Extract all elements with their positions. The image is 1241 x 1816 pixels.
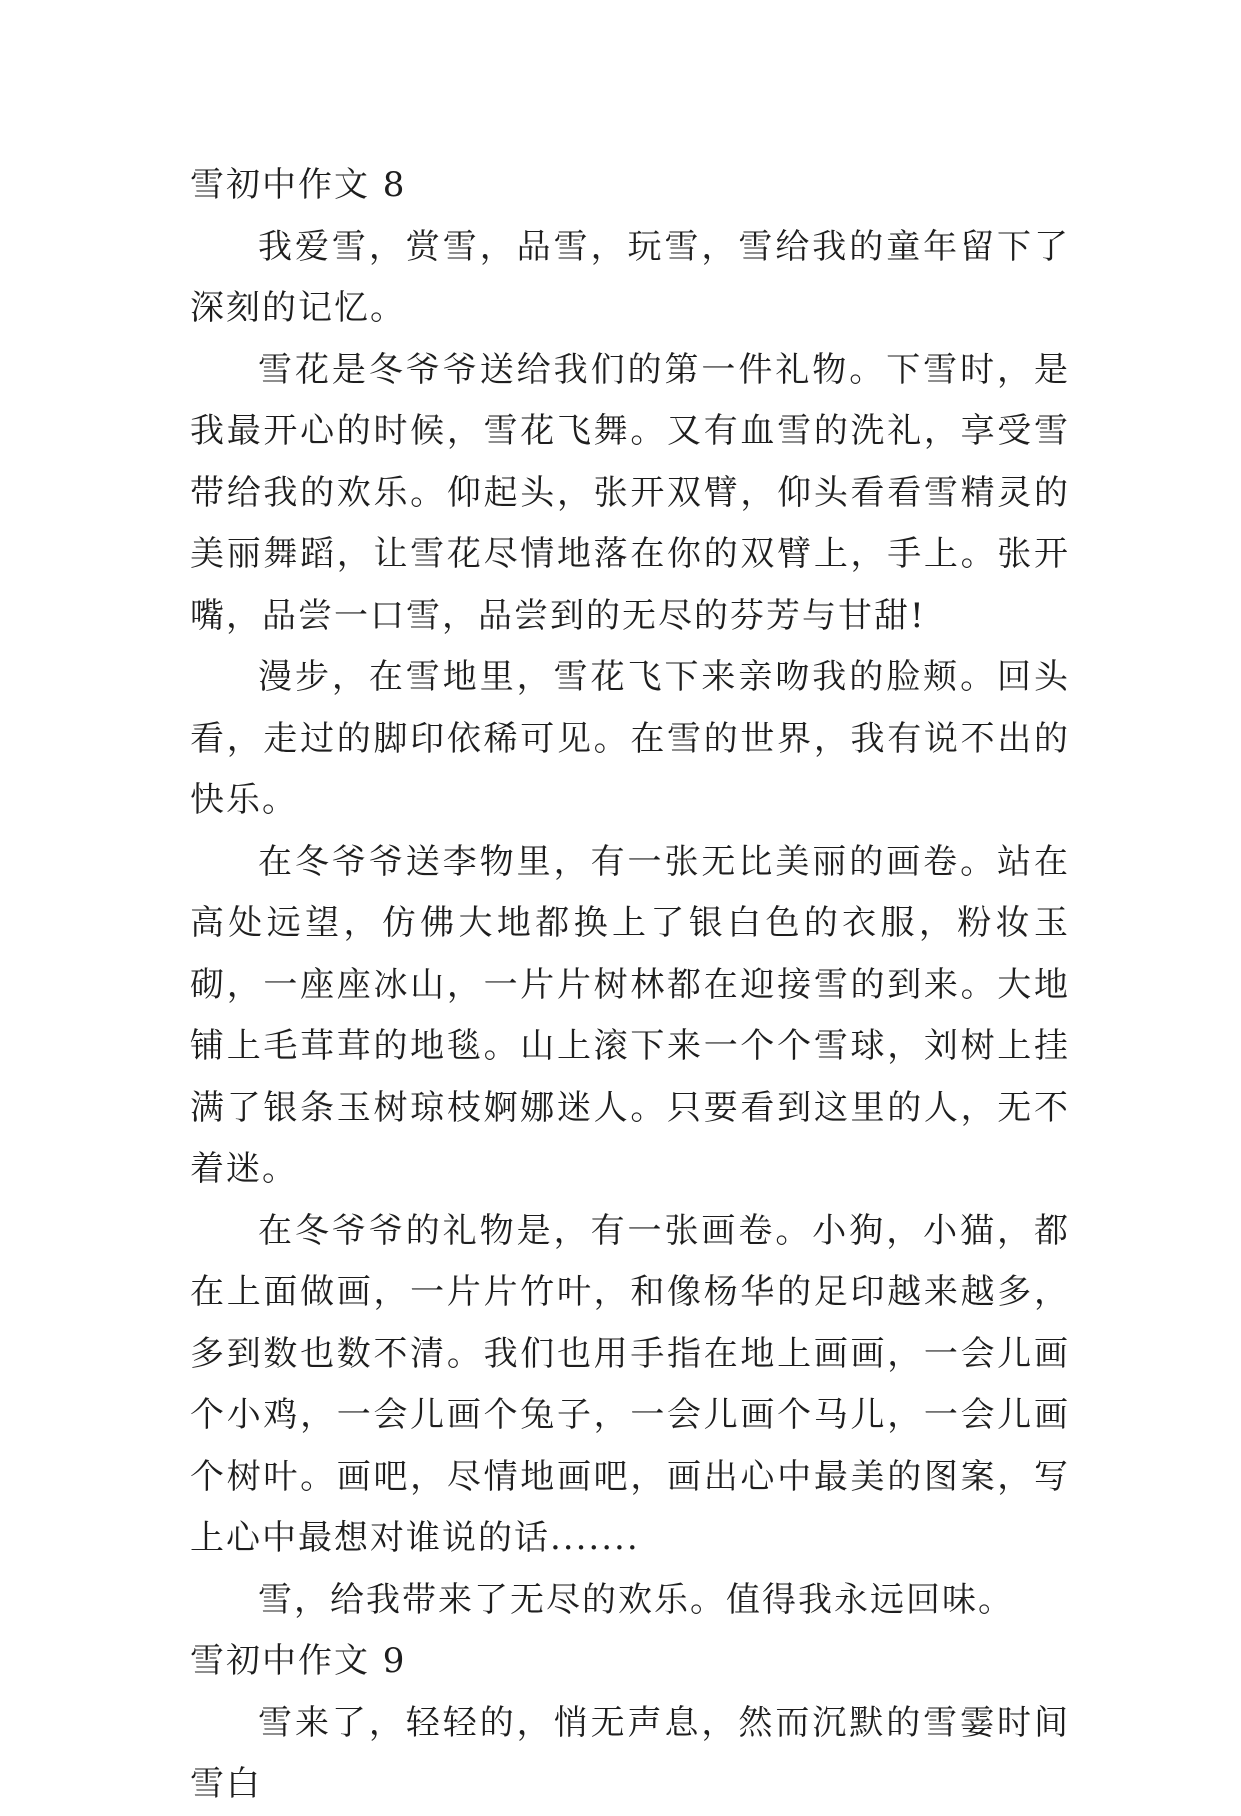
paragraph: 在冬爷爷的礼物是，有一张画卷。小狗，小猫，都在上面做画，一片片竹叶，和像杨华的足印越来越多，多到数也数不清。我们也用手指在地上画画，一会儿画个小鸡，一会儿画个兔子，一会儿画个马儿，一会儿画个树叶。画吧，尽情地画吧，画出心中最美的图案，写上心中最想对谁说的话....... [190,1210,1070,1558]
paragraph: 我爱雪，赏雪，品雪，玩雪，雪给我的童年留下了深刻的记忆。 [190,226,1070,328]
section-heading: 雪初中作文 9 [190,1641,407,1681]
paragraph: 在冬爷爷送李物里，有一张无比美丽的画卷。站在高处远望，仿佛大地都换上了银白色的衣服，粉妆玉砌，一座座冰山，一片片树林都在迎接雪的到来。大地铺上毛茸茸的地毯。山上滚下来一个个雪球，刘树上挂满了银条玉树琼枝婀娜迷人。只要看到这里的人，无不着迷。 [190,841,1070,1189]
paragraph: 雪，给我带来了无尽的欢乐。值得我永远回味。 [258,1579,1014,1620]
paragraph: 雪来了，轻轻的，悄无声息，然而沉默的雪霎时间雪白 [190,1702,1070,1804]
document-body [190,155,1070,1816]
paragraph: 雪花是冬爷爷送给我们的第一件礼物。下雪时，是我最开心的时候，雪花飞舞。又有血雪的洗礼，享受雪带给我的欢乐。仰起头，张开双臂，仰头看看雪精灵的美丽舞蹈，让雪花尽情地落在你的双臂上，手上。张开嘴，品尝一口雪，品尝到的无尽的芬芳与甘甜! [190,349,1070,636]
paragraph: 漫步，在雪地里，雪花飞下来亲吻我的脸颊。回头看，走过的脚印依稀可见。在雪的世界，我有说不出的快乐。 [190,657,1070,820]
section-heading: 雪初中作文 8 [190,165,407,205]
